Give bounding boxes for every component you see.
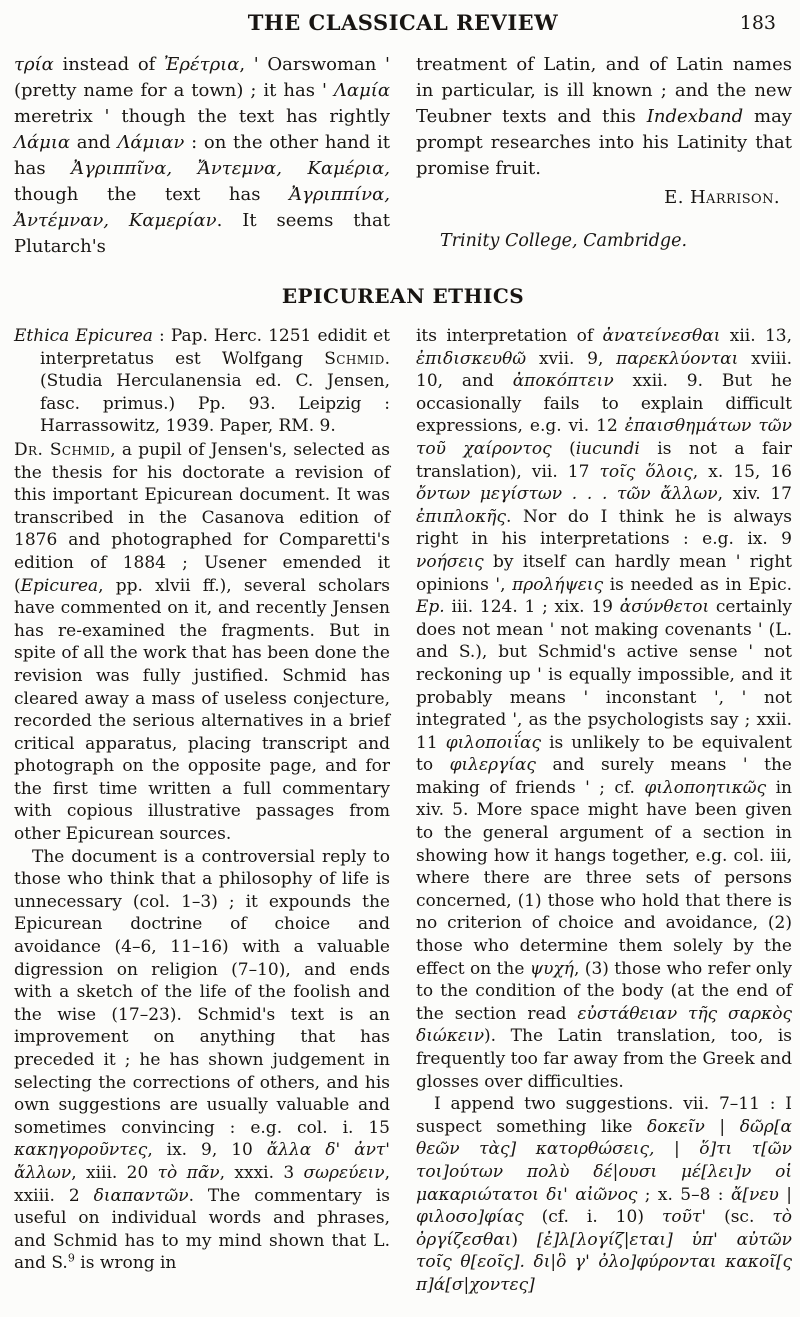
review-paragraph: I append two suggestions. vii. 7–11 : I suspect something like δοκεῖν | δῶρ[α θεῶν τὰς] κατορθώσεις, | ὅ]τι τ[ῶν τοι]ούτων πολὺ δέ|ουσι μέ[λει]ν οἱ μακαριώτατοι δι' αἰῶνος ; x. 5–8 : ἄ[νευ | φιλοσο]φίας (cf. i. 10) τοῦτ' (sc. τὸ ὀργίζεσθαι) [ἐ]λ[λογίζ|εται] ὑπ' αὐτῶν τοῖς θ[εοῖς]. δι|ὃ γ' ὀλο]φύρονται κακοῖ[ς π]ά[σ|χοντες]: [416, 1094, 793, 1295]
top-left-paragraph: τρία instead of Ἐρέτρια, ' Oarswoman ' (pretty name for a town) ; it has ' Λαμία meretrix ' though the text has rightly Λάμια and Λάμιαν : on the other hand it has Ἀγριππῖνα, Ἄντεμνα, Καμέρια, though the text has Ἀγριππίνα, Ἀντέμναν, Καμερίαν. It seems that Plutarch's: [14, 54, 391, 257]
review-body: [14, 325, 792, 1297]
previous-review-continuation: [14, 52, 792, 260]
article-heading: EPICUREAN ETHICS: [281, 284, 525, 308]
reviewer-signature: E. Harrison.: [664, 187, 780, 208]
review-left-column: [14, 325, 390, 1297]
running-head: [14, 8, 792, 42]
journal-title: THE CLASSICAL REVIEW: [247, 10, 559, 35]
top-left-column: [14, 52, 390, 260]
review-paragraph: The document is a controversial reply to those who think that a philosophy of life is unnecessary (col. 1–3) ; it expounds the Epicurean doctrine of choice and avoidance (4–6, 11–16) with a valuable digression on religion (7–10), and ends with a sketch of the life of the foolish and the wise (17–23). Schmid's text is an improvement on anything that has preceded it ; he has shown judgement in selecting the corrections of others, and his own suggestions are usually valuable and sometimes convincing : e.g. col. i. 15 κακηγοροῦντες, ix. 9, 10 ἄλλα δ' ἀντ' ἄλλων, xiii. 20 τὸ πᾶν, xxxi. 3 σωρεύειν, xxiii. 2 διαπαντῶν. The commentary is useful on individual words and phrases, and Schmid has to my mind shown that L. and S.$^9$ is wrong in: [14, 846, 391, 1274]
review-right-column: [416, 325, 792, 1297]
review-paragraph: its interpretation of ἀνατείνεσθαι xii. 13, ἐπιδισκευθῶ xvii. 9, παρεκλύονται xviii. 10, and ἀποκόπτειν xxii. 9. But he occasionally fails to explain difficult expressions, e.g. vi. 12 ἐπαισθημάτων τῶν τοῦ χαίροντος (iucundi is not a fair translation), vii. 17 τοῖς ὅλοις, x. 15, 16 ὄντων μεγίστων . . . τῶν ἄλλων, xiv. 17 ἐπιπλοκῆς. Nor do I think he is always right in his interpretations : e.g. ix. 9 νοήσεις by itself can hardly mean ' right opinions ', προλήψεις is needed as in Epic. Ep. iii. 124. 1 ; xix. 19 ἀσύνθετοι certainly does not mean ' not making covenants ' (L. and S.), but Schmid's active sense ' not reckoning up ' is equally impossible, and it probably means ' inconstant ', ' not integrated ', as the psychologists say ; xxii. 11 φιλοποιΐας is unlikely to be equivalent to φιλεργίας and surely means ' the making of friends ' ; cf. φιλοποητικῶς in xiv. 5. More space might have been given to the general argument of a section in showing how it hangs together, e.g. col. iii, where there are three sets of persons concerned, (1) those who hold that there is no criterion of choice and avoidance, (2) those who determine them solely by the effect on the ψυχή, (3) those who refer only to the condition of the body (at the end of the section read εὐστάθειαν τῆς σαρκὸς διώκειν). The Latin translation, too, is frequently too far away from the Greek and glosses over difficulties.: [416, 326, 793, 1092]
page-number: 183: [739, 12, 776, 34]
review-paragraph: Dr. Schmid, a pupil of Jensen's, selected as the thesis for his doctorate a revision of this important Epicurean document. It was transcribed in the Casanova edition of 1876 and photographed for Comparetti's edition of 1884 ; Usener emended it (Epicurea, pp. xlvii ff.), several scholars have commented on it, and recently Jensen has re-examined the fragments. But in spite of all the work that has been done the revision was fully justified. Schmid has cleared away a mass of useless conjecture, recorded the serious alternatives in a brief critical apparatus, placing transcript and photograph on the opposite page, and for the first time written a full commentary with copious illustrative passages from other Epicurean sources.: [14, 439, 390, 845]
reviewer-affiliation: Trinity College, Cambridge.: [440, 231, 688, 251]
book-citation: Ethica Epicurea : Pap. Herc. 1251 edidit et interpretatus est Wolfgang Schmid. (Studia Herculanensia ed. C. Jensen, fasc. primus.) Pp. 93. Leipzig : Harrassowitz, 1939. Paper, RM. 9.: [14, 326, 390, 437]
top-right-column: [416, 52, 792, 260]
top-right-paragraph: treatment of Latin, and of Latin names in particular, is ill known ; and the new Teubner texts and this Indexband may prompt researches into his Latinity that promise fruit.: [416, 54, 792, 179]
